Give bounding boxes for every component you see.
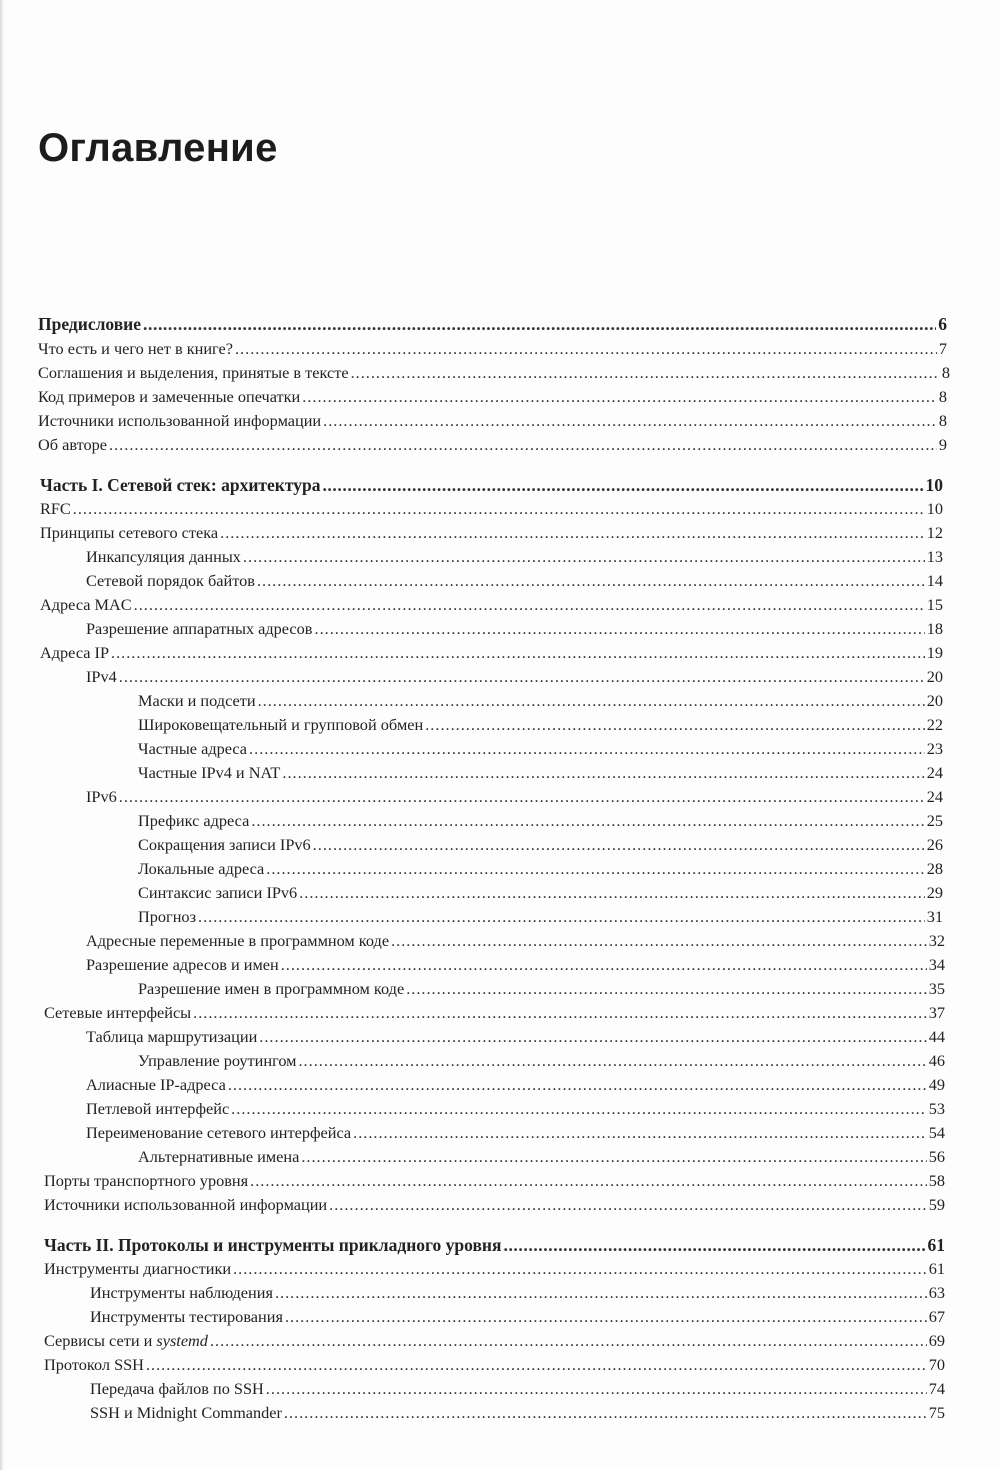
toc-entry[interactable]	[40, 641, 943, 665]
toc-entry-title: Передача файлов по SSH	[90, 1379, 264, 1398]
toc-entry[interactable]	[138, 905, 943, 929]
toc-entry-title: Адреса MAC	[40, 595, 132, 614]
toc-page-number: 44	[928, 1027, 945, 1046]
dot-leader	[231, 1097, 927, 1121]
dot-leader	[210, 1329, 927, 1353]
dot-leader	[301, 1145, 926, 1169]
toc-part-heading[interactable]	[38, 312, 947, 336]
toc-page-number: 56	[928, 1147, 945, 1166]
dot-leader	[282, 761, 924, 785]
toc-entry-title: Частные IPv4 и NAT	[138, 763, 281, 782]
toc-entry-title: Петлевой интерфейс	[86, 1099, 230, 1118]
dot-leader	[285, 1305, 927, 1329]
toc-page-number: 24	[926, 763, 943, 782]
dot-leader	[235, 337, 937, 361]
toc-page-number: 8	[938, 411, 947, 430]
toc-page-number: 7	[938, 339, 947, 358]
dot-leader	[322, 473, 923, 497]
toc-entry-title: Сокращения записи IPv6	[138, 835, 311, 854]
toc-entry[interactable]	[138, 713, 943, 737]
toc-page-number: 61	[927, 1235, 945, 1255]
dot-leader	[257, 569, 925, 593]
toc-page-number: 15	[926, 595, 943, 614]
toc-entry[interactable]	[138, 737, 943, 761]
toc-entry[interactable]	[86, 569, 943, 593]
toc-entry-title: Частные адреса	[138, 739, 248, 758]
toc-entry[interactable]	[138, 881, 943, 905]
toc-page-number: 37	[928, 1003, 945, 1022]
toc-page-number: 70	[928, 1355, 945, 1374]
toc-entry-title: Источники использованной информации	[44, 1195, 328, 1214]
toc-entry[interactable]	[90, 1281, 945, 1305]
toc-entry-title: Локальные адреса	[138, 859, 265, 878]
toc-entry-title-italic: systemd	[156, 1331, 208, 1350]
toc-page-number: 53	[928, 1099, 945, 1118]
toc-page-number: 20	[926, 691, 943, 710]
toc-entry-title: Принципы сетевого стека	[40, 523, 219, 542]
toc-entry-title: Маски и подсети	[138, 691, 256, 710]
toc-page-number: 58	[928, 1171, 945, 1190]
toc-entry[interactable]	[138, 1145, 945, 1169]
toc-entry-title: Предисловие	[38, 314, 142, 334]
toc-entry-title: Код примеров и замеченные опечатки	[38, 387, 301, 406]
toc-page-number: 31	[926, 907, 943, 926]
dot-leader	[193, 1001, 927, 1025]
toc-page-number: 26	[926, 835, 943, 854]
toc-page-number: 67	[928, 1307, 945, 1326]
toc-entry-title: SSH и Midnight Commander	[90, 1403, 282, 1422]
dot-leader	[243, 545, 925, 569]
toc-page-number: 22	[926, 715, 943, 734]
toc-page-number: 54	[928, 1123, 945, 1142]
dot-leader	[275, 1281, 927, 1305]
dot-leader	[425, 713, 924, 737]
dot-leader	[284, 1401, 927, 1425]
toc-entry[interactable]	[44, 1001, 945, 1025]
dot-leader	[259, 1025, 926, 1049]
toc-entry[interactable]	[38, 385, 947, 409]
toc-entry[interactable]	[138, 833, 943, 857]
toc-entry-title: Источники использованной информации	[38, 411, 322, 430]
toc-entry-title: RFC	[40, 499, 71, 518]
toc-page-number: 19	[926, 643, 943, 662]
toc-entry[interactable]	[86, 929, 945, 953]
toc-entry[interactable]	[40, 521, 943, 545]
toc-entry-title: Об авторе	[38, 435, 108, 454]
toc-entry-title: Разрешение аппаратных адресов	[86, 619, 313, 638]
toc-entry[interactable]	[86, 785, 943, 809]
toc-entry[interactable]	[40, 497, 943, 521]
toc-page-number: 9	[938, 435, 947, 454]
toc-entry[interactable]	[86, 617, 943, 641]
toc-entry[interactable]	[138, 809, 943, 833]
dot-leader	[250, 1169, 927, 1193]
dot-leader	[315, 617, 925, 641]
toc-entry[interactable]	[90, 1305, 945, 1329]
dot-leader	[109, 433, 937, 457]
dot-leader	[406, 977, 927, 1001]
dot-leader	[233, 1257, 927, 1281]
toc-entry[interactable]	[138, 761, 943, 785]
toc-entry-title: Часть II. Протоколы и инструменты прикладного уровня	[44, 1235, 502, 1255]
toc-page-number: 61	[928, 1259, 945, 1278]
toc-entry-title: Синтаксис записи IPv6	[138, 883, 298, 902]
toc-page-number: 63	[928, 1283, 945, 1302]
toc-entry-title: Прогноз	[138, 907, 197, 926]
toc-page-number: 32	[928, 931, 945, 950]
toc-entry[interactable]	[38, 337, 947, 361]
toc-part-heading[interactable]	[40, 473, 943, 497]
toc-entry[interactable]	[38, 433, 947, 457]
dot-leader	[228, 1073, 927, 1097]
toc-entry[interactable]	[38, 409, 947, 433]
toc-entry-title: Широковещательный и групповой обмен	[138, 715, 424, 734]
toc-entry-title: Инструменты тестирования	[90, 1307, 283, 1326]
toc-entry[interactable]	[44, 1353, 945, 1377]
toc-entry[interactable]	[86, 1025, 945, 1049]
toc-page-number: 14	[926, 571, 943, 590]
toc-entry-title: Что есть и чего нет в книге?	[38, 339, 233, 358]
toc-entry[interactable]	[44, 1169, 945, 1193]
page-title: Оглавление	[38, 126, 278, 170]
toc-entry[interactable]	[138, 689, 943, 713]
dot-leader	[119, 665, 925, 689]
toc-entry-title: Сетевые интерфейсы	[44, 1003, 192, 1022]
toc-entry[interactable]	[44, 1257, 945, 1281]
dot-leader	[353, 1121, 927, 1145]
toc-entry[interactable]	[138, 857, 943, 881]
toc-entry[interactable]	[86, 665, 943, 689]
dot-leader	[73, 497, 925, 521]
toc-page-number: 49	[928, 1075, 945, 1094]
toc-page-number: 29	[926, 883, 943, 902]
toc-entry[interactable]	[86, 1097, 945, 1121]
dot-leader	[119, 785, 925, 809]
toc-page-number: 34	[928, 955, 945, 974]
toc-page-number: 25	[926, 811, 943, 830]
toc-page-number: 74	[928, 1379, 945, 1398]
toc-entry-title: Инструменты наблюдения	[90, 1283, 273, 1302]
toc-page-number: 59	[928, 1195, 945, 1214]
page-binding-shadow	[0, 0, 4, 1470]
dot-leader	[198, 905, 925, 929]
toc-entry-title: Часть I. Сетевой стек: архитектура	[40, 475, 321, 495]
toc-entry[interactable]	[86, 545, 943, 569]
toc-entry[interactable]	[138, 977, 945, 1001]
toc-entry-title: Альтернативные имена	[138, 1147, 300, 1166]
dot-leader	[258, 689, 925, 713]
toc-entry-title: Управление роутингом	[138, 1051, 297, 1070]
toc-page-number: 10	[926, 499, 943, 518]
toc-entry-title: IPv4	[86, 667, 117, 686]
toc-entry[interactable]	[44, 1329, 945, 1353]
toc-page-number: 20	[926, 667, 943, 686]
toc-entry[interactable]	[86, 1073, 945, 1097]
toc-page-number: 8	[941, 363, 950, 382]
dot-leader	[134, 593, 925, 617]
toc-page-number: 8	[938, 387, 947, 406]
dot-leader	[313, 833, 925, 857]
toc-entry-title: Инкапсуляция данных	[86, 547, 241, 566]
toc-entry-title: Соглашения и выделения, принятые в тексте	[38, 363, 349, 382]
toc-entry-title: Разрешение адресов и имен	[86, 955, 279, 974]
toc-entry-title: Адреса IP	[40, 643, 110, 662]
dot-leader	[323, 409, 937, 433]
toc-entry-title: Алиасные IP-адреса	[86, 1075, 226, 1094]
dot-leader	[329, 1193, 927, 1217]
toc-page-number: 28	[926, 859, 943, 878]
toc-entry[interactable]	[90, 1377, 945, 1401]
toc-entry-title: Порты транспортного уровня	[44, 1171, 249, 1190]
toc-entry-title: Переименование сетевого интерфейса	[86, 1123, 352, 1142]
toc-entry[interactable]	[44, 1193, 945, 1217]
toc-page-number: 23	[926, 739, 943, 758]
dot-leader	[249, 737, 925, 761]
toc-entry-title: Протокол SSH	[44, 1355, 144, 1374]
toc-entry-title: Таблица маршрутизации	[86, 1027, 258, 1046]
dot-leader	[143, 312, 936, 336]
toc-entry-title: Префикс адреса	[138, 811, 250, 830]
toc-page-number: 46	[928, 1051, 945, 1070]
dot-leader	[146, 1353, 927, 1377]
toc-part-heading[interactable]	[44, 1233, 945, 1257]
toc-page-number: 6	[938, 314, 947, 334]
dot-leader	[251, 809, 924, 833]
dot-leader	[503, 1233, 925, 1257]
dot-leader	[220, 521, 925, 545]
dot-leader	[391, 929, 927, 953]
toc-entry[interactable]	[38, 361, 950, 385]
toc-entry[interactable]	[138, 1049, 945, 1073]
toc-page-number: 69	[928, 1331, 945, 1350]
dot-leader	[266, 1377, 927, 1401]
dot-leader	[299, 881, 925, 905]
toc-page-number: 24	[926, 787, 943, 806]
toc-entry[interactable]	[90, 1401, 945, 1425]
toc-entry-title: Адресные переменные в программном коде	[86, 931, 390, 950]
toc-entry-title: IPv6	[86, 787, 117, 806]
toc-entry[interactable]	[86, 953, 945, 977]
toc-entry-title: Инструменты диагностики	[44, 1259, 232, 1278]
dot-leader	[351, 361, 940, 385]
toc-page-number: 12	[926, 523, 943, 542]
toc-page-number: 18	[926, 619, 943, 638]
toc-entry-title: Сервисы сети и systemd	[44, 1331, 208, 1350]
toc-page-number: 13	[926, 547, 943, 566]
dot-leader	[298, 1049, 926, 1073]
toc-entry-title: Сетевой порядок байтов	[86, 571, 255, 590]
toc-entry[interactable]	[86, 1121, 945, 1145]
toc-entry-title: Разрешение имен в программном коде	[138, 979, 405, 998]
dot-leader	[111, 641, 925, 665]
dot-leader	[302, 385, 937, 409]
dot-leader	[266, 857, 924, 881]
toc-page-number: 35	[928, 979, 945, 998]
toc-page-number: 10	[925, 475, 943, 495]
toc-page-number: 75	[928, 1403, 945, 1422]
dot-leader	[281, 953, 927, 977]
toc-entry[interactable]	[40, 593, 943, 617]
